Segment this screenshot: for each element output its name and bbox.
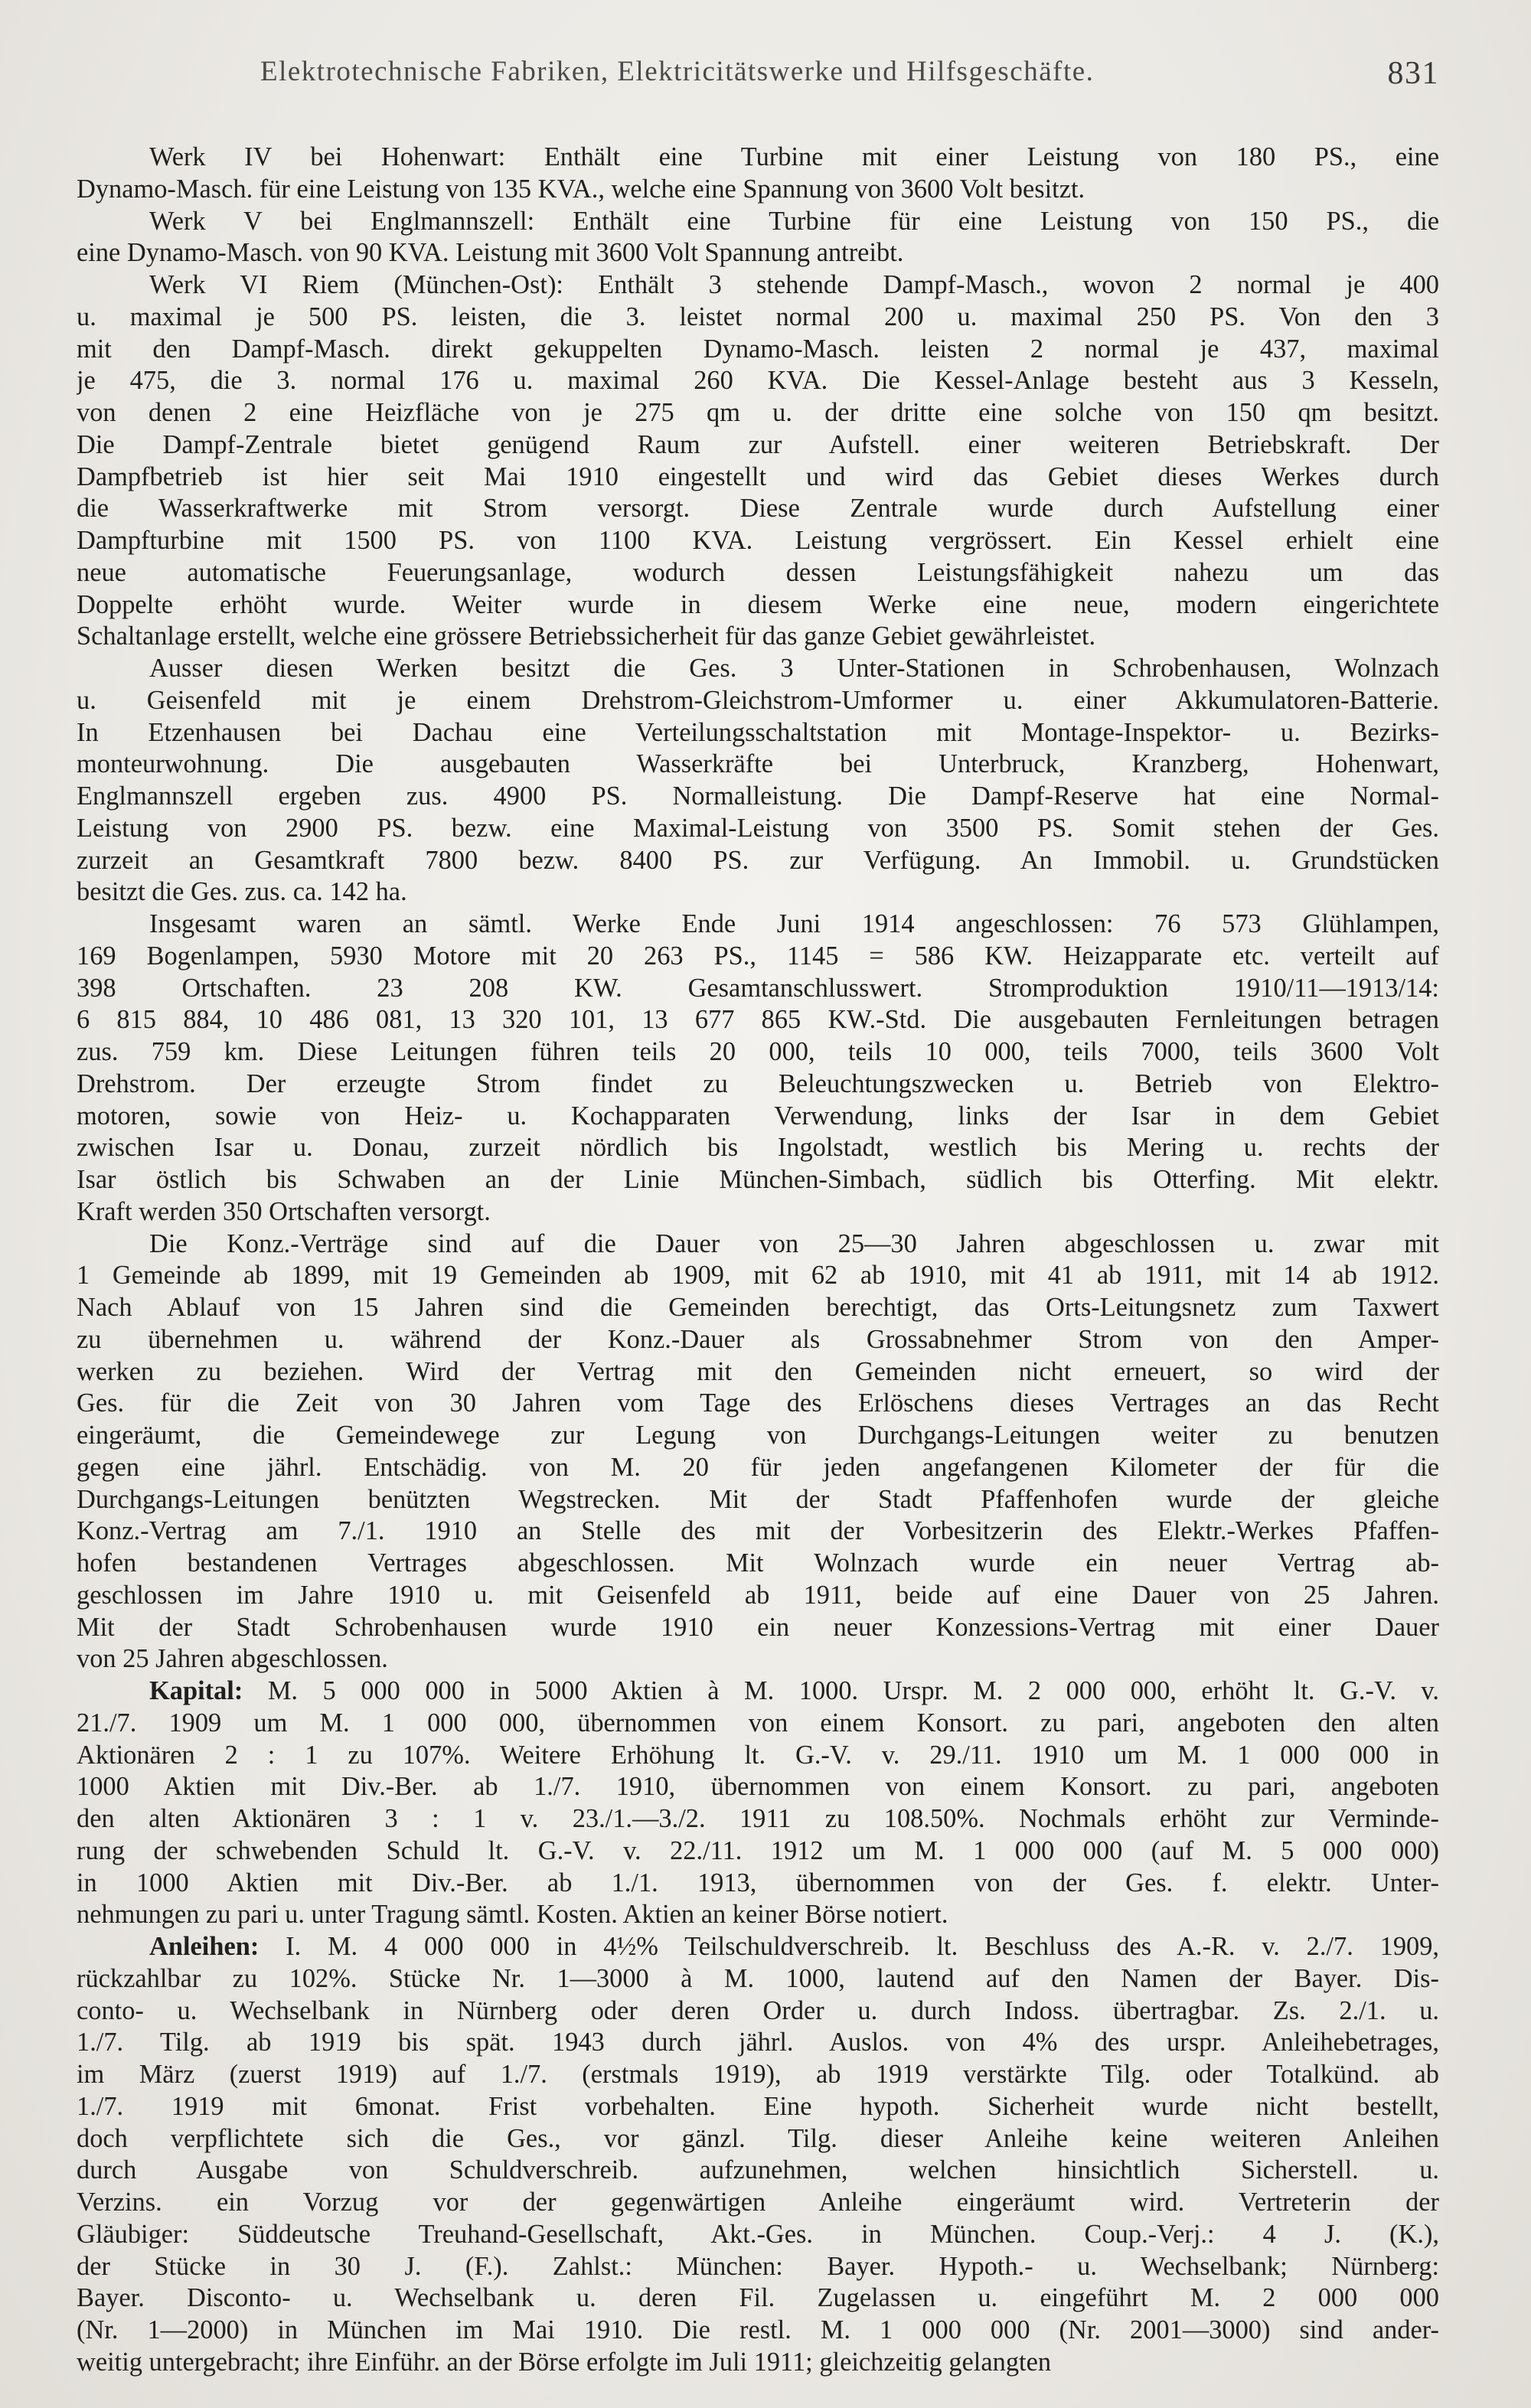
text-line: 1000 Aktien mit Div.-Ber. ab 1./7. 1910, übernommen von einem Konsort. zu pari, angeboten (77, 1772, 1439, 1802)
line-text: I. M. 4 000 000 in 4½% Teilschuldverschreib. lt. Beschluss des A.-R. v. 2./7. 1909, (259, 1932, 1439, 1961)
text-line: Ausser diesen Werken besitzt die Ges. 3 Unter-Stationen in Schrobenhausen, Wolnzach (149, 654, 1439, 683)
text-line: Verzins. ein Vorzug vor der gegenwärtigen Anleihe eingeräumt wird. Vertreterin der (77, 2188, 1439, 2217)
text-line: Mit der Stadt Schrobenhausen wurde 1910 ein neuer Konzessions-Vertrag mit einer Dauer (77, 1612, 1439, 1642)
text-line: 398 Ortschaften. 23 208 KW. Gesamtanschlusswert. Stromproduktion 1910/11—1913/14: (77, 973, 1439, 1003)
text-line: der Stücke in 30 J. (F.). Zahlst.: München: Bayer. Hypoth.- u. Wechselbank; Nürnberg: (77, 2251, 1439, 2281)
text-line: Die Konz.-Verträge sind auf die Dauer von 25—30 Jahren abgeschlossen u. zwar mit (149, 1228, 1439, 1258)
text-line: Englmannszell ergeben zus. 4900 PS. Normalleistung. Die Dampf-Reserve hat eine Normal- (77, 781, 1439, 811)
text-line: rückzahlbar zu 102%. Stücke Nr. 1—3000 à M. 1000, lautend auf den Namen der Bayer. Dis- (77, 1963, 1439, 1993)
text-line: Nach Ablauf von 15 Jahren sind die Gemeinden berechtigt, das Orts-Leitungsnetz zum Taxwert (77, 1293, 1439, 1322)
text-line: conto- u. Wechselbank in Nürnberg oder deren Order u. durch Indoss. übertragbar. Zs. 2./1. u. (77, 1995, 1439, 2025)
page-number: 831 (1387, 56, 1439, 91)
text-line: Durchgangs-Leitungen benützten Wegstrecken. Mit der Stadt Pfaffenhofen wurde der gleiche (77, 1484, 1439, 1514)
paragraph (77, 142, 1439, 206)
text-line: weitig untergebracht; ihre Einführ. an der Börse erfolgte im Juli 1911; gleichzeitig gelangten (77, 2347, 1052, 2377)
text-line: Doppelte erhöht wurde. Weiter wurde in diesem Werke eine neue, modern eingerichtete (77, 589, 1439, 619)
text-line: hofen bestandenen Vertrages abgeschlossen. Mit Wolnzach wurde ein neuer Vertrag ab- (77, 1548, 1439, 1578)
text-line: Die Dampf-Zentrale bietet genügend Raum zur Aufstell. einer weiteren Betriebskraft. Der (77, 429, 1439, 459)
paragraph (77, 653, 1439, 909)
text-line: durch Ausgabe von Schuldverschreib. aufzunehmen, welchen hinsichtlich Sicherstell. u. (77, 2155, 1439, 2185)
text-line: Werk IV bei Hohenwart: Enthält eine Turbine mit einer Leistung von 180 PS., eine (149, 142, 1439, 171)
text-line: 1 Gemeinde ab 1899, mit 19 Gemeinden ab 1909, mit 62 ab 1910, mit 41 ab 1911, mit 14 ab 1912. (77, 1261, 1439, 1290)
text-line: neue automatische Feuerungsanlage, wodurch dessen Leistungsfähigkeit nahezu um das (77, 557, 1439, 587)
text-line: Drehstrom. Der erzeugte Strom findet zu Beleuchtungszwecken u. Betrieb von Elektro- (77, 1069, 1439, 1098)
text-line: werken zu beziehen. Wird der Vertrag mit den Gemeinden nicht erneuert, so wird der (77, 1356, 1439, 1386)
text-line: zwischen Isar u. Donau, zurzeit nördlich bis Ingolstadt, westlich bis Mering u. rechts der (77, 1133, 1439, 1163)
section-lead: Anleihen: (149, 1932, 260, 1961)
text-line (77, 1675, 1439, 1708)
paragraph (77, 1931, 1439, 2379)
text-line: Dynamo-Masch. für eine Leistung von 135 KVA., welche eine Spannung von 3600 Volt besitzt. (77, 174, 1085, 204)
text-line: die Wasserkraftwerke mit Strom versorgt. Diese Zentrale wurde durch Aufstellung einer (77, 494, 1439, 524)
text-line: Gläubiger: Süddeutsche Treuhand-Gesellschaft, Akt.-Ges. in München. Coup.-Verj.: 4 J. (K.), (77, 2219, 1439, 2249)
text-line: Dampfbetrieb ist hier seit Mai 1910 eingestellt und wird das Gebiet dieses Werkes durch (77, 462, 1439, 491)
body-text (77, 142, 1439, 2379)
text-line: je 475, die 3. normal 176 u. maximal 260 KVA. Die Kessel-Anlage besteht aus 3 Kesseln, (77, 366, 1439, 396)
text-line: Insgesamt waren an sämtl. Werke Ende Juni 1914 angeschlossen: 76 573 Glühlampen, (149, 909, 1439, 938)
text-line: Konz.-Vertrag am 7./1. 1910 an Stelle des mit der Vorbesitzerin des Elektr.-Werkes Pfaffen- (77, 1516, 1439, 1546)
line-text: M. 5 000 000 in 5000 Aktien à M. 1000. Urspr. M. 2 000 000, erhöht lt. G.-V. v. (243, 1676, 1439, 1705)
text-line: 6 815 884, 10 486 081, 13 320 101, 13 677 865 KW.-Std. Die ausgebauten Fernleitungen betragen (77, 1005, 1439, 1035)
text-line: mit den Dampf-Masch. direkt gekuppelten Dynamo-Masch. leisten 2 normal je 437, maximal (77, 334, 1439, 364)
text-line: 169 Bogenlampen, 5930 Motore mit 20 263 PS., 1145 = 586 KW. Heizapparate etc. verteilt auf (77, 941, 1439, 971)
text-line: Ges. für die Zeit von 30 Jahren vom Tage des Erlöschens dieses Vertrages an das Recht (77, 1388, 1439, 1418)
paragraph (77, 269, 1439, 653)
text-line: 1./7. Tilg. ab 1919 bis spät. 1943 durch jährl. Auslos. von 4% des urspr. Anleihebetrages, (77, 2028, 1439, 2057)
text-line: Werk VI Riem (München-Ost): Enthält 3 stehende Dampf-Masch., wovon 2 normal je 400 (149, 270, 1439, 299)
text-line: 21./7. 1909 um M. 1 000 000, übernommen von einem Konsort. zu pari, angeboten den alten (77, 1708, 1439, 1737)
text-line: u. maximal je 500 PS. leisten, die 3. leistet normal 200 u. maximal 250 PS. Von den 3 (77, 302, 1439, 331)
text-line: doch verpflichtete sich die Ges., vor gänzl. Tilg. dieser Anleihe keine weiteren Anleihen (77, 2123, 1439, 2153)
text-line: zu übernehmen u. während der Konz.-Dauer als Grossabnehmer Strom von den Amper- (77, 1324, 1439, 1354)
paragraph (77, 1675, 1439, 1931)
text-line: zus. 759 km. Diese Leitungen führen teils 20 000, teils 10 000, teils 7000, teils 3600 Volt (77, 1037, 1439, 1066)
section-lead: Kapital: (149, 1676, 243, 1705)
text-line: zurzeit an Gesamtkraft 7800 bezw. 8400 PS. zur Verfügung. An Immobil. u. Grundstücken (77, 845, 1439, 875)
header-title: Elektrotechnische Fabriken, Elektricitätswerke und Hilfsgeschäfte. (260, 56, 1095, 87)
text-line: motoren, sowie von Heiz- u. Kochapparaten Verwendung, links der Isar in dem Gebiet (77, 1101, 1439, 1131)
text-line: (Nr. 1—2000) in München im Mai 1910. Die restl. M. 1 000 000 (Nr. 2001—3000) sind ander- (77, 2315, 1439, 2344)
text-line: Werk V bei Englmannszell: Enthält eine Turbine für eine Leistung von 150 PS., die (149, 206, 1439, 236)
text-line: nehmungen zu pari u. unter Tragung sämtl. Kosten. Aktien an keiner Börse notiert. (77, 1900, 948, 1930)
text-line: in 1000 Aktien mit Div.-Ber. ab 1./1. 1913, übernommen von der Ges. f. elektr. Unter- (77, 1868, 1439, 1897)
text-line: von 25 Jahren abgeschlossen. (77, 1644, 388, 1674)
paragraph (77, 909, 1439, 1228)
text-line (77, 1931, 1439, 1963)
paragraph (77, 206, 1439, 270)
text-line: Aktionären 2 : 1 zu 107%. Weitere Erhöhung lt. G.-V. v. 29./11. 1910 um M. 1 000 000 in (77, 1740, 1439, 1770)
text-line: Schaltanlage erstellt, welche eine grössere Betriebssicherheit für das ganze Gebiet gewährleistet. (77, 622, 1096, 651)
running-header (260, 55, 1439, 109)
text-line: u. Geisenfeld mit je einem Drehstrom-Gleichstrom-Umformer u. einer Akkumulatoren-Batterie. (77, 685, 1439, 715)
text-line: Dampfturbine mit 1500 PS. von 1100 KVA. Leistung vergrössert. Ein Kessel erhielt eine (77, 526, 1439, 555)
text-line: rung der schwebenden Schuld lt. G.-V. v. 22./11. 1912 um M. 1 000 000 (auf M. 5 000 000) (77, 1835, 1439, 1865)
text-line: 1./7. 1919 mit 6monat. Frist vorbehalten. Eine hypoth. Sicherheit wurde nicht bestellt, (77, 2091, 1439, 2121)
text-line: Kraft werden 350 Ortschaften versorgt. (77, 1196, 491, 1226)
text-line: Isar östlich bis Schwaben an der Linie München-Simbach, südlich bis Otterfing. Mit elektr. (77, 1165, 1439, 1194)
text-line: besitzt die Ges. zus. ca. 142 ha. (77, 877, 407, 907)
text-line: monteurwohnung. Die ausgebauten Wasserkräfte bei Unterbruck, Kranzberg, Hohenwart, (77, 749, 1439, 779)
text-line: im März (zuerst 1919) auf 1./7. (erstmals 1919), ab 1919 verstärkte Tilg. oder Totalkünd. ab (77, 2060, 1439, 2089)
paragraph (77, 1228, 1439, 1676)
text-line: eingeräumt, die Gemeindewege zur Legung von Durchgangs-Leitungen weiter zu benutzen (77, 1421, 1439, 1450)
text-line: gegen eine jährl. Entschädig. von M. 20 für jeden angefangenen Kilometer der für die (77, 1452, 1439, 1482)
text-line: Bayer. Disconto- u. Wechselbank u. deren Fil. Zugelassen u. eingeführt M. 2 000 000 (77, 2283, 1439, 2313)
text-line: von denen 2 eine Heizfläche von je 275 qm u. der dritte eine solche von 150 qm besitzt. (77, 398, 1439, 427)
text-line: den alten Aktionären 3 : 1 v. 23./1.—3./2. 1911 zu 108.50%. Nochmals erhöht zur Verminde- (77, 1804, 1439, 1833)
text-line: Leistung von 2900 PS. bezw. eine Maximal-Leistung von 3500 PS. Somit stehen der Ges. (77, 813, 1439, 843)
text-line: geschlossen im Jahre 1910 u. mit Geisenfeld ab 1911, beide auf eine Dauer von 25 Jahren. (77, 1580, 1439, 1610)
text-line: eine Dynamo-Masch. von 90 KVA. Leistung mit 3600 Volt Spannung antreibt. (77, 238, 904, 268)
text-line: In Etzenhausen bei Dachau eine Verteilungsschaltstation mit Montage-Inspektor- u. Bezirks- (77, 717, 1439, 747)
